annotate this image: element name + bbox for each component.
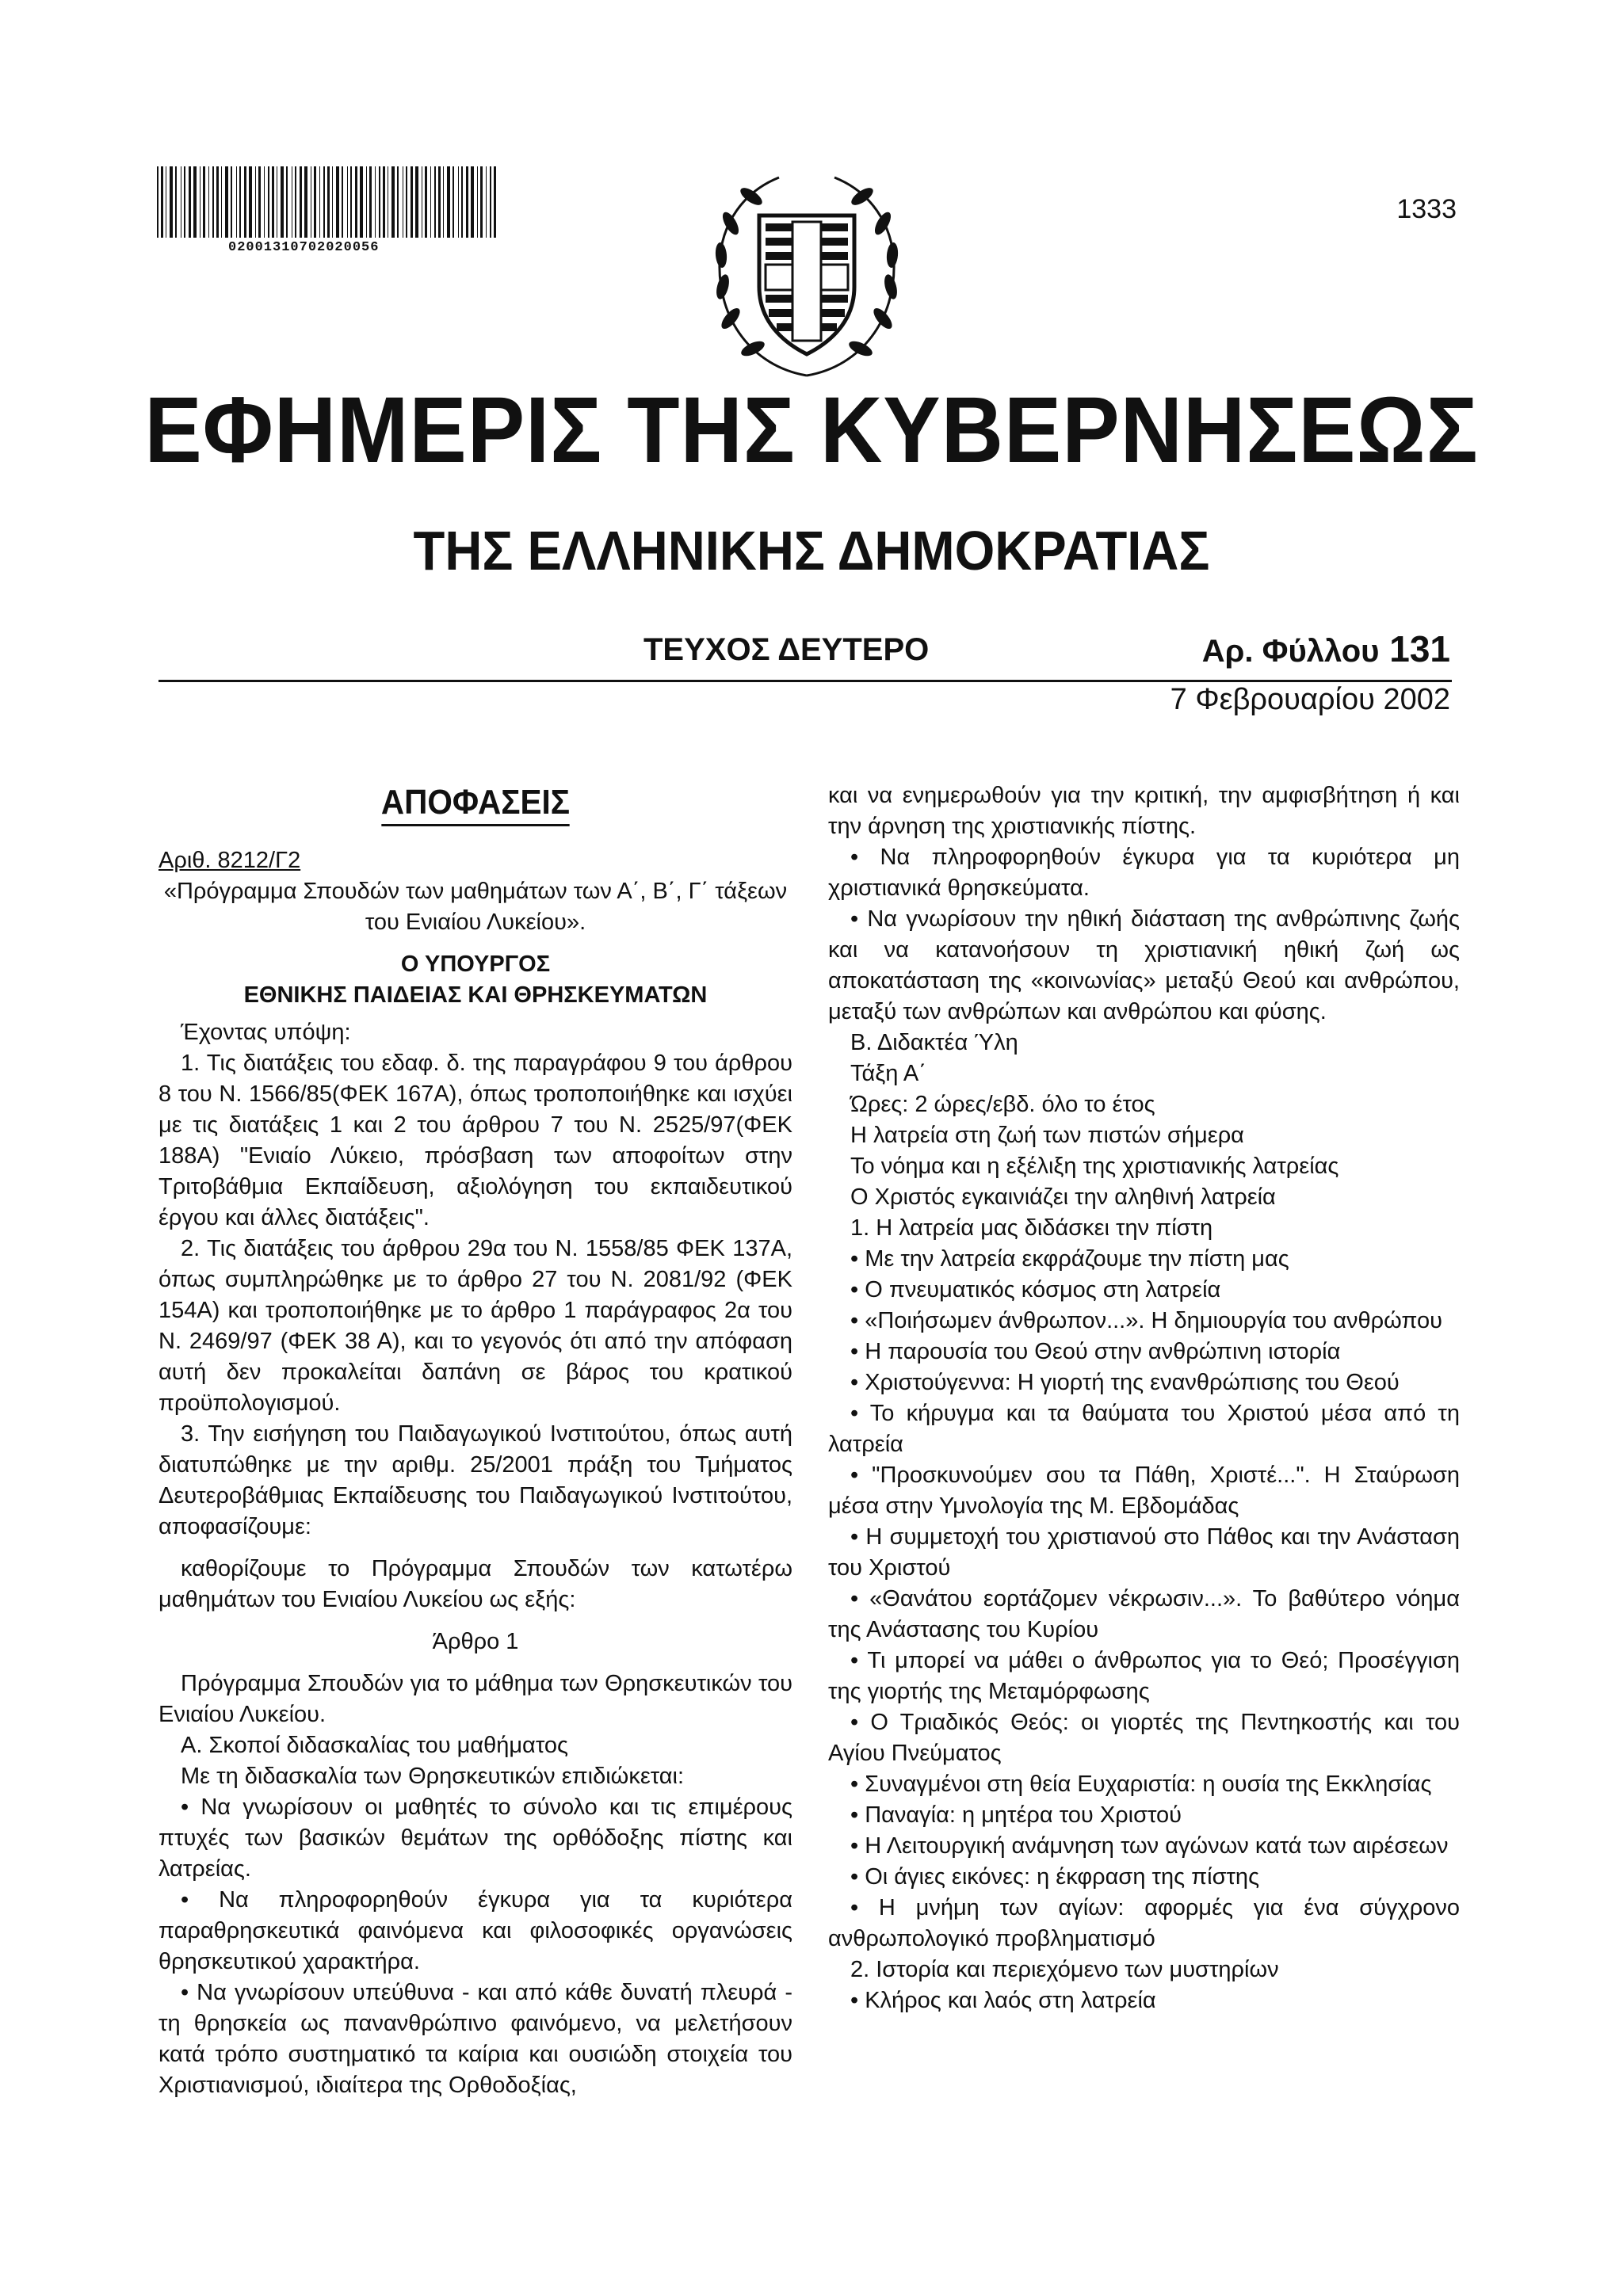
issue-date: 7 Φεβρουαρίου 2002 bbox=[1170, 683, 1450, 716]
decision-number: Αριθ. 8212/Γ2 bbox=[158, 848, 301, 873]
header-rule bbox=[158, 680, 1452, 682]
program-text: Πρόγραμμα Σπουδών για το μάθημα των Θρησκευτικών του Ενιαίου Λυκείου. bbox=[158, 1671, 792, 1727]
list-item: • Ο Τριαδικός Θεός: οι γιορτές της Πεντηκοστής και του Αγίου Πνεύματος bbox=[828, 1710, 1460, 1766]
list-item: • Παναγία: η μητέρα του Χριστού bbox=[850, 1802, 1182, 1828]
aims-title: Α. Σκοποί διδασκαλίας του μαθήματος bbox=[181, 1733, 568, 1758]
list-item: • Συναγμένοι στη θεία Ευχαριστία: η ουσία της Εκκλησίας bbox=[850, 1772, 1432, 1797]
list-item: • Η συμμετοχή του χριστιανού στο Πάθος και την Ανάσταση του Χριστού bbox=[828, 1524, 1460, 1581]
page-number: 1333 bbox=[1396, 194, 1457, 224]
list-item: • Οι άγιες εικόνες: η έκφραση της πίστης bbox=[850, 1864, 1260, 1890]
sheet-value: 131 bbox=[1389, 628, 1450, 669]
aim-bullet: • Να γνωρίσουν οι μαθητές το σύνολο και τις επιμέρους πτυχές των βασικών θεμάτων της ορθόδοξης πίστης και λατρείας. bbox=[158, 1794, 792, 1882]
list-item: • Η παρουσία του Θεού στην ανθρώπινη ιστορία bbox=[850, 1339, 1341, 1364]
list-item: 2. Ιστορία και περιεχόμενο των μυστηρίων bbox=[850, 1957, 1279, 1982]
hours-label: Ώρες: 2 ώρες/εβδ. όλο το έτος bbox=[850, 1092, 1155, 1117]
right-column bbox=[828, 780, 1460, 2016]
issue-label: ΤΕΥΧΟΣ ΔΕΥΤΕΡΟ bbox=[643, 632, 930, 667]
left-column bbox=[158, 780, 792, 2101]
barcode-number: 02001310702020056 bbox=[228, 240, 380, 255]
aim-bullet: • Να πληροφορηθούν έγκυρα για τα κυριότερα μη χριστιανικά θρησκεύματα. bbox=[828, 845, 1460, 901]
aims-intro: Με τη διδασκαλία των Θρησκευτικών επιδιώκεται: bbox=[181, 1764, 685, 1789]
section-title: ΑΠΟΦΑΣΕΙΣ bbox=[184, 780, 767, 825]
article-heading: Άρθρο 1 bbox=[432, 1629, 519, 1654]
list-item: • Ο πνευματικός κόσμος στη λατρεία bbox=[850, 1277, 1221, 1302]
list-item: Το νόημα και η εξέλιξη της χριστιανικής λατρείας bbox=[850, 1154, 1339, 1179]
list-item: • Τι μπορεί να μάθει ο άνθρωπος για το Θεό; Προσέγγιση της γιορτής της Μεταμόρφωσης bbox=[828, 1648, 1460, 1704]
list-item: • Χριστούγεννα: Η γιορτή της ενανθρώπισης του Θεού bbox=[850, 1370, 1400, 1395]
greek-coat-of-arms-emblem bbox=[704, 168, 910, 382]
paragraph-1: 1. Τις διατάξεις του εδαφ. δ. της παραγράφου 9 του άρθρου 8 του Ν. 1566/85(ΦΕΚ 167Α), όπως τροποποιήθηκε και ισχύει με τις διατάξεις 1 και 2 του άρθρου 7 του Ν. 2525/97(ΦΕΚ 188Α) "Ενιαίο Λύκειο, πρόσβαση των αποφοίτων στην Τριτοβάθμια Εκπαίδευση, αξιολόγηση του εκπαιδευτικού έργου και άλλες διατάξεις". bbox=[158, 1051, 792, 1230]
paragraph-3: 3. Την εισήγηση του Παιδαγωγικού Ινστιτούτου, όπως αυτή διατυπώθηκε με την αριθμ. 25/2001 πράξη του Τμήματος Δευτεροβάθμιας Εκπαίδευσης του Παιδαγωγικού Ινστιτούτου, αποφασίζουμε: bbox=[158, 1421, 792, 1539]
list-item: • Η Λειτουργική ανάμνηση των αγώνων κατά των αιρέσεων bbox=[850, 1833, 1449, 1859]
grade-label: Τάξη Α΄ bbox=[850, 1061, 926, 1086]
gazette-title: ΕΦΗΜΕΡΙΣ ΤΗΣ ΚΥΒΕΡΝΗΣΕΩΣ bbox=[144, 378, 1479, 482]
aim-bullet: • Να γνωρίσουν υπεύθυνα - και από κάθε δυνατή πλευρά - τη θρησκεία ως πανανθρώπινο φαινόμενο, να μελετήσουν κατά τρόπο συστηματικό τα καίρια και ουσιώδη στοιχεία του Χριστιανισμού, ιδιαίτερα της Ορθοδοξίας, bbox=[158, 1980, 792, 2098]
minister-heading: Ο ΥΠΟΥΡΓΟΣ ΕΘΝΙΚΗΣ ΠΑΙΔΕΙΑΣ ΚΑΙ ΘΡΗΣΚΕΥΜΑΤΩΝ bbox=[243, 952, 708, 1008]
paragraph-2: 2. Τις διατάξεις του άρθρου 29α του Ν. 1558/85 ΦΕΚ 137Α, όπως συμπληρώθηκε με το άρθρο 27 του Ν. 2081/92 (ΦΕΚ 154Α) και τροποποιήθηκε με το άρθρο 1 παράγραφος 2α του Ν. 2469/97 (ΦΕΚ 38 Α), και το γεγονός ότι από την απόφαση αυτή δεν προκαλείται δαπάνη σε βάρος του κρατικού προϋπολογισμού. bbox=[158, 1236, 792, 1416]
list-item: • Η μνήμη των αγίων: αφορμές για ένα σύγχρονο ανθρωπολογικό προβληματισμό bbox=[828, 1895, 1460, 1951]
material-title: Β. Διδακτέα Ύλη bbox=[850, 1030, 1018, 1055]
list-item: • "Προσκυνούμεν σου τα Πάθη, Χριστέ...". Η Σταύρωση μέσα στην Υμνολογία της Μ. Εβδομάδας bbox=[828, 1463, 1460, 1519]
considering: Έχοντας υπόψη: bbox=[181, 1020, 351, 1045]
list-item: • «Θανάτου εορτάζομεν νέκρωσιν...». Το βαθύτερο νόημα της Ανάστασης του Κυρίου bbox=[828, 1586, 1460, 1642]
barcode-icon bbox=[157, 166, 496, 238]
list-item: Η λατρεία στη ζωή των πιστών σήμερα bbox=[850, 1123, 1244, 1148]
sheet-label: Αρ. Φύλλου bbox=[1201, 634, 1380, 669]
list-item: 1. Η λατρεία μας διδάσκει την πίστη bbox=[850, 1215, 1213, 1241]
list-item: Ο Χριστός εγκαινιάζει την αληθινή λατρεία bbox=[850, 1184, 1276, 1210]
aim-bullet: • Να πληροφορηθούν έγκυρα για τα κυριότερα παραθρησκευτικά φαινόμενα και φιλοσοφικές οργανώσεις θρησκευτικού χαρακτήρα. bbox=[158, 1887, 792, 1974]
sheet-number bbox=[1202, 627, 1450, 670]
list-item: • «Ποιήσωμεν άνθρωπον...». Η δημιουργία του ανθρώπου bbox=[850, 1308, 1442, 1333]
list-item: • Το κήρυγμα και τα θαύματα του Χριστού μέσα από τη λατρεία bbox=[828, 1401, 1460, 1457]
decision-subject: «Πρόγραμμα Σπουδών των μαθημάτων των Α΄, Β΄, Γ΄ τάξεων του Ενιαίου Λυκείου». bbox=[163, 879, 788, 935]
continuation-text: και να ενημερωθούν για την κριτική, την αμφισβήτηση ή και την άρνηση της χριστιανικής πίστης. bbox=[828, 783, 1460, 839]
decision-text: καθορίζουμε το Πρόγραμμα Σπουδών των κατωτέρω μαθημάτων του Ενιαίου Λυκείου ως εξής: bbox=[158, 1556, 792, 1612]
gazette-subtitle: ΤΗΣ ΕΛΛΗΝΙΚΗΣ ΔΗΜΟΚΡΑΤΙΑΣ bbox=[413, 520, 1210, 582]
list-item: • Με την λατρεία εκφράζουμε την πίστη μας bbox=[850, 1246, 1289, 1272]
list-item: • Κλήρος και λαός στη λατρεία bbox=[850, 1988, 1156, 2013]
aim-bullet: • Να γνωρίσουν την ηθική διάσταση της ανθρώπινης ζωής και να κατανοήσουν τη χριστιανική ηθική ζωή ως αποκατάσταση της «κοινωνίας» μεταξύ Θεού και ανθρώπου, μεταξύ των ανθρώπων και ανθρώπου και φύσης. bbox=[828, 906, 1460, 1024]
